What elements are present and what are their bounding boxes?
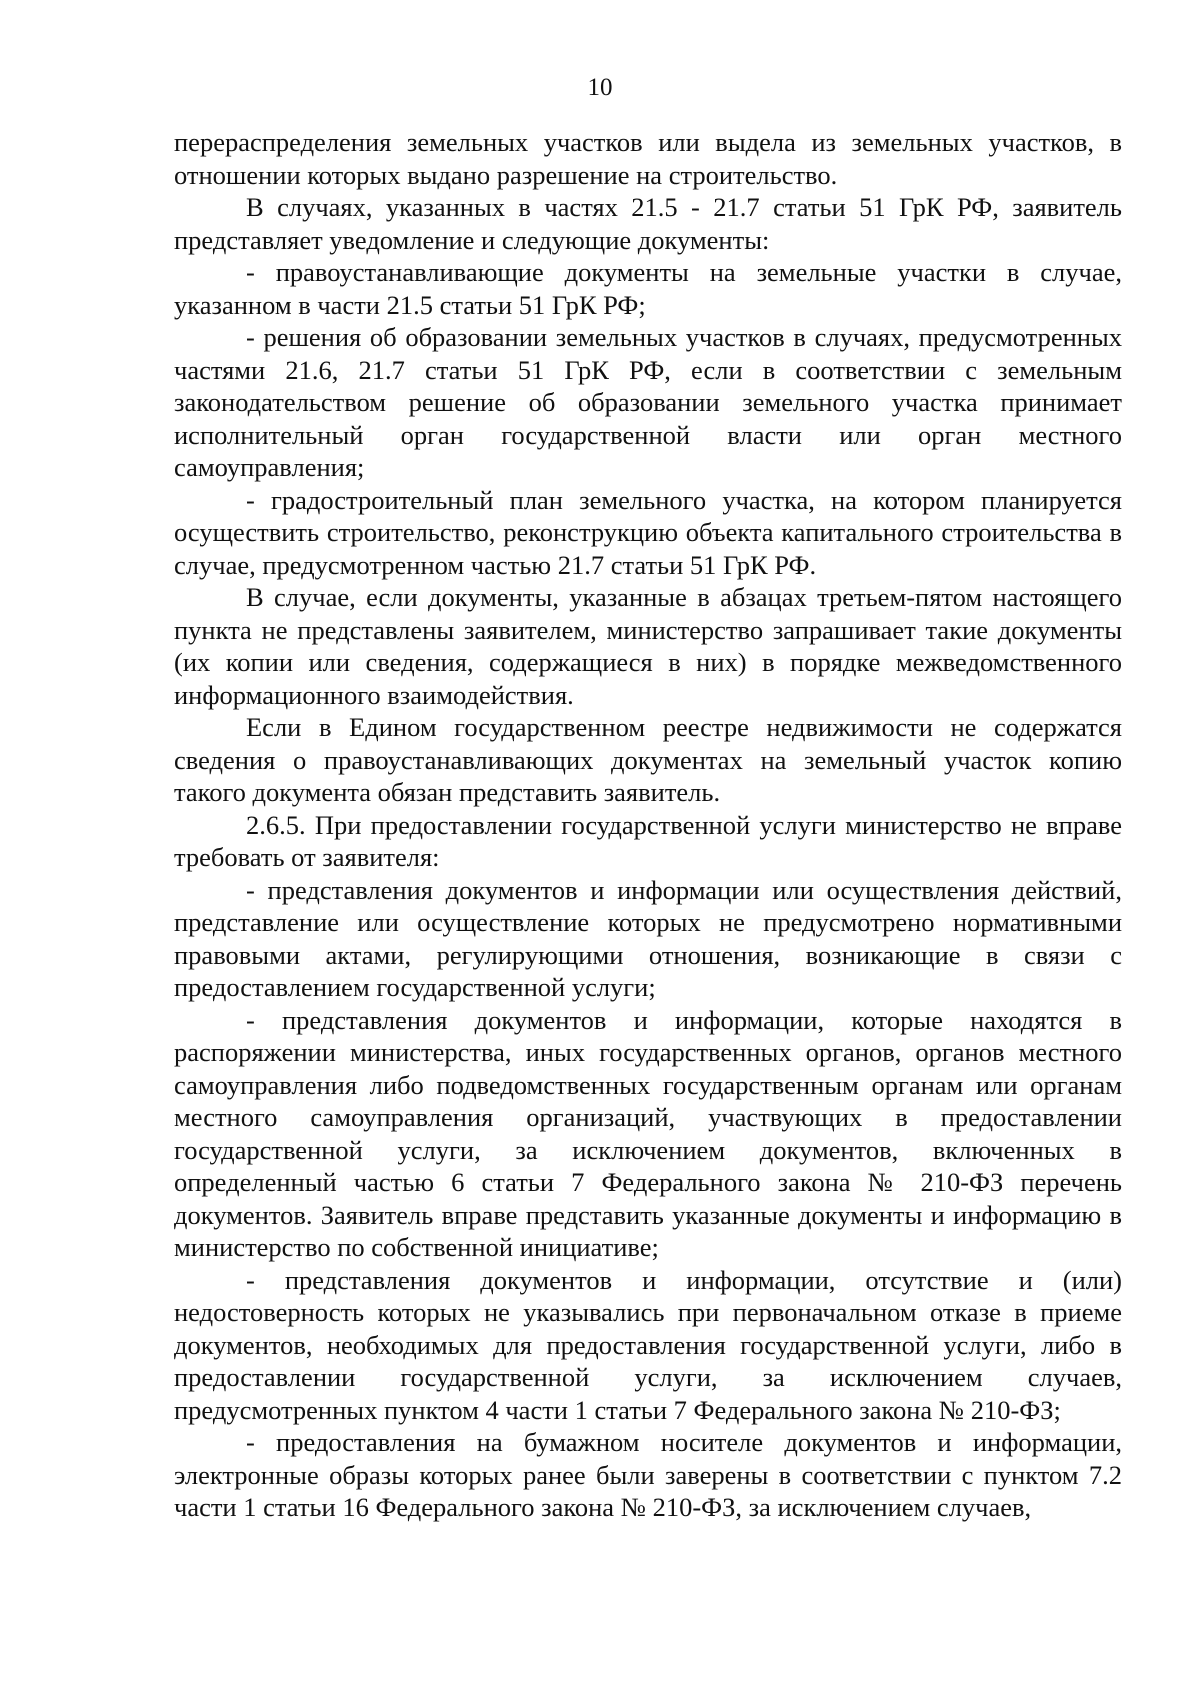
paragraph-registry-note: Если в Едином государственном реестре недвижимости не содержатся сведения о правоустанавливающих документах на земельный участок копию такого документа обязан представить заявитель. (174, 712, 1122, 807)
section-2-6-5-heading: 2.6.5. При предоставлении государственной услуги министерство не вправе требовать от заявителя: (174, 809, 1122, 872)
list-item-paper-documents: - предоставления на бумажном носителе документов и информации, электронные образы которых ранее были заверены в соответствии с пунктом 7.2 части 1 статьи 16 Федерального закона № 210-ФЗ, за исключением случаев, (174, 1427, 1122, 1522)
list-item-urban-planning-plan: - градостроительный план земельного участка, на котором планируется осуществить строительство, реконструкцию объекта капитального строительства в случае, предусмотренном частью 21.7 статьи 51 ГрК РФ. (174, 484, 1122, 580)
document-body (174, 126, 1122, 1524)
paragraph-documents-intro: В случаях, указанных в частях 21.5 - 21.7 статьи 51 ГрК РФ, заявитель представляет уведомление и следующие документы: (174, 192, 1122, 255)
list-item-not-required-actions: - представления документов и информации или осуществления действий, представление или осуществление которых не предусмотрено нормативными правовыми актами, регулирующими отношения, возникающие в связи с предоставлением государственной услуги; (174, 874, 1122, 1002)
list-item-land-formation-decisions: - решения об образовании земельных участков в случаях, предусмотренных частями 21.6, 21.7 статьи 51 ГрК РФ, если в соответствии с земельным законодательством решение об образовании земельного участка принимает исполнительный орган государственной власти или орган местного самоуправления; (174, 322, 1122, 482)
paragraph-continuation: перераспределения земельных участков или выдела из земельных участков, в отношении которых выдано разрешение на строительство. (174, 127, 1122, 190)
page-number: 10 (587, 74, 613, 101)
list-item-documents-in-possession: - представления документов и информации, которые находятся в распоряжении министерства, иных государственных органов, органов местного самоуправления либо подведомственных государственным органам или органам местного самоуправления организаций, участвующих в предоставлении государственной услуги, за исключением документов, включенных в определенный частью 6 статьи 7 Федерального закона № 210-ФЗ перечень документов. Заявитель вправе представить указанные документы и информацию в министерство по собственной инициативе; (174, 1004, 1122, 1262)
list-item-missing-documents: - представления документов и информации, отсутствие и (или) недостоверность которых не указывались при первоначальном отказе в приеме документов, необходимых для предоставления государственной услуги, либо в предоставлении государственной услуги, за исключением случаев, предусмотренных пунктом 4 части 1 статьи 7 Федерального закона № 210-ФЗ; (174, 1264, 1122, 1425)
paragraph-interagency-request: В случае, если документы, указанные в абзацах третьем-пятом настоящего пункта не представлены заявителем, министерство запрашивает такие документы (их копии или сведения, содержащиеся в них) в порядке межведомственного информационного взаимодействия. (174, 582, 1122, 710)
list-item-title-documents: - правоустанавливающие документы на земельные участки в случае, указанном в части 21.5 статьи 51 ГрК РФ; (174, 257, 1122, 320)
